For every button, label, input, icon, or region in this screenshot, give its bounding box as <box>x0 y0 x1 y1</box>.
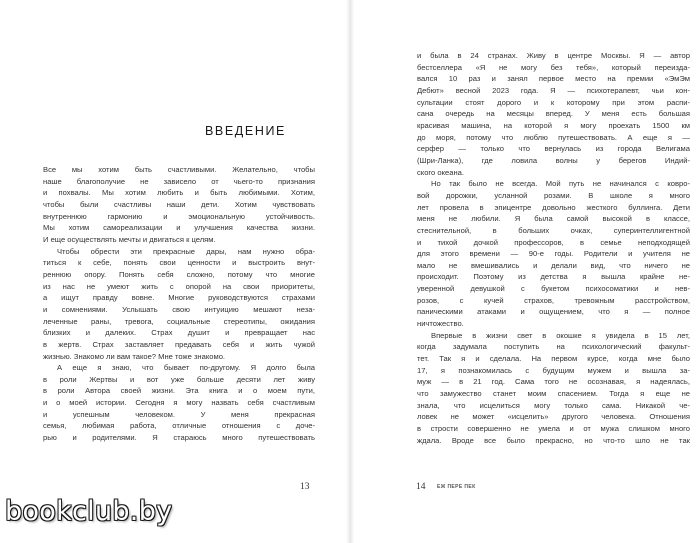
text-line: и похвалы. Мы хотим любить и быть любимыми. Хотим, <box>43 188 315 198</box>
text-line: лет провела в эпицентре довольно жесткого буллинга. Дети <box>417 202 690 212</box>
page-number-left: 13 <box>300 482 310 492</box>
text-line: в роли Автора своей жизни. Эта книга и о моем пути, <box>43 386 315 396</box>
text-line: И еще осуществлять мечты и двигаться к целям. <box>43 234 216 244</box>
book-gutter <box>346 0 354 543</box>
text-line: меня не любили. Я была самой высокой в классе, <box>417 214 690 224</box>
text-line: Мы хотим самореализации и улучшения качества жизни. <box>43 223 315 233</box>
text-line: муж — в 21 год. Сама того не осознавая, я надеялась, <box>417 377 690 387</box>
text-line: в жертв. Страх заставляет предавать себя и жить чужой <box>43 339 315 349</box>
text-line: наше благополучие не зависело от чьего-то признания <box>43 176 315 186</box>
text-line: и о моей истории. Сегодня я могу назвать себя счастливым <box>43 398 315 408</box>
text-line: ского океана. <box>417 167 464 177</box>
text-line: мало не вмешивались и делали вид, что ничего не <box>417 260 690 270</box>
text-line: ждала. Вроде все было прекрасно, но что-то шло не так <box>417 435 690 445</box>
text-line: а ищут правду вовне. Многие руководствуются страхами <box>43 293 315 303</box>
right-page-text <box>417 50 690 446</box>
running-head: ЕЖ ПЕРЕ ПЕК <box>437 484 476 490</box>
text-line: вой дорожки, усланной розами. В школе я много <box>417 190 690 200</box>
left-page <box>0 0 346 543</box>
text-line: вался 10 раз и занял первое место на премии «ЭмЭм <box>417 74 690 84</box>
text-line: Чтобы обрести эти прекрасные дары, нам нужно обра- <box>57 246 315 256</box>
text-line: Все мы хотим быть счастливыми. Желательно, чтобы <box>43 165 315 174</box>
text-line: стеснительной, в больших очках, суперинтеллигентной <box>417 225 690 235</box>
text-line: происходит. Поэтому из детства я вышла крайне не- <box>417 272 690 282</box>
text-line: и сомнениями. Услышать свою интуицию мешают неза- <box>43 304 315 314</box>
right-page <box>354 0 700 543</box>
text-line: сультации стоят дорого и к которому при этом распи- <box>417 97 690 107</box>
text-line: семья, любимая работа, отличные отношения с доче- <box>43 421 315 431</box>
text-line: ловек не может «исцелить» другого человека. Отношения <box>417 412 690 422</box>
text-line: знала, что исцелиться могу только сама. Никакой че- <box>417 400 690 410</box>
text-line: сана очередь на месяцы вперед. У меня есть большая <box>417 109 690 119</box>
text-line: чтобы были счастливы наши дети. Хотим чувствовать <box>43 199 315 209</box>
text-line: для этого времени — 90-е годы. Родители и учителя не <box>417 249 690 259</box>
text-line: А еще я знаю, что бывает по-другому. Я долго была <box>57 363 315 373</box>
text-line: ничтожество. <box>417 319 464 329</box>
text-line: что замужество станет моим спасением. Тогда я еще не <box>417 389 690 399</box>
text-line: реннюю опору. Понять себя сложно, потому что многие <box>43 269 315 279</box>
text-line: в стрости совершенно не умела и от мужа слишком много <box>417 424 690 433</box>
text-line: когда задумала поступить на психологический факульт- <box>417 342 690 352</box>
text-line: и успешным человеком. У меня прекрасная <box>43 409 315 419</box>
text-line: близких и далеких. Страх душит и превращает нас <box>43 328 315 338</box>
text-line: внутреннюю гармонию и эмоциональную устойчивость. <box>43 211 315 221</box>
text-line: рью и родителями. Я стараюсь много путешествовать <box>43 433 315 443</box>
watermark-logo[interactable]: bookclub.by <box>5 496 173 527</box>
text-line: красивая машина, на которой я могу проехать 1500 км <box>417 120 690 130</box>
text-line: тет. Так я и сделала. На первом курсе, когда мне было <box>417 354 690 364</box>
text-line: уверенной девушкой с букетом психосоматики и нев- <box>417 284 690 294</box>
text-line: 17, я познакомилась с будущим мужем и вышла за- <box>417 365 690 375</box>
text-line: серфер — только что вернулась из города Велигама <box>417 144 690 154</box>
text-line: до моря, потому что люблю путешествовать. А еще я — <box>417 132 690 142</box>
text-line: розов, с кучей страхов, тревожным расстройством, <box>417 295 690 305</box>
text-line: жизнью. Знакомо ли вам такое? Мне тоже знакомо. <box>43 351 226 361</box>
text-line: (Шри-Ланка), где ловила волны у берегов Индий- <box>417 155 690 165</box>
text-line: и тихой дочкой профессоров, в семье неподходящей <box>417 237 690 247</box>
chapter-title: ВВЕДЕНИЕ <box>205 124 286 138</box>
text-line: Дебют» весной 2023 года. Я — психотерапевт, чьи кон- <box>417 85 690 95</box>
text-line: Впервые в жизни свет в окошке я увидела в 15 лет, <box>431 330 690 340</box>
left-page-text <box>43 164 315 444</box>
text-line: паническими атаками и ощущением, что я — полное <box>417 307 690 317</box>
text-line: леченные раны, тревога, социальные стереотипы, ожидания <box>43 316 315 326</box>
text-line: бестселлера «Я не могу без тебя», который переизда- <box>417 62 690 72</box>
text-line: в роли Жертвы и вот уже больше десяти лет живу <box>43 374 315 384</box>
text-line: титься к себе, понять свои ценности и выстроить внут- <box>43 258 315 268</box>
text-line: Но так было не всегда. Мой путь не начинался с ковро- <box>431 179 690 189</box>
text-line: из нас не умеют жить с опорой на свои приоритеты, <box>43 281 315 291</box>
text-line: и была в 24 странах. Живу в центре Москвы. Я — автор <box>417 51 690 60</box>
page-number-right: 14 <box>416 482 426 492</box>
